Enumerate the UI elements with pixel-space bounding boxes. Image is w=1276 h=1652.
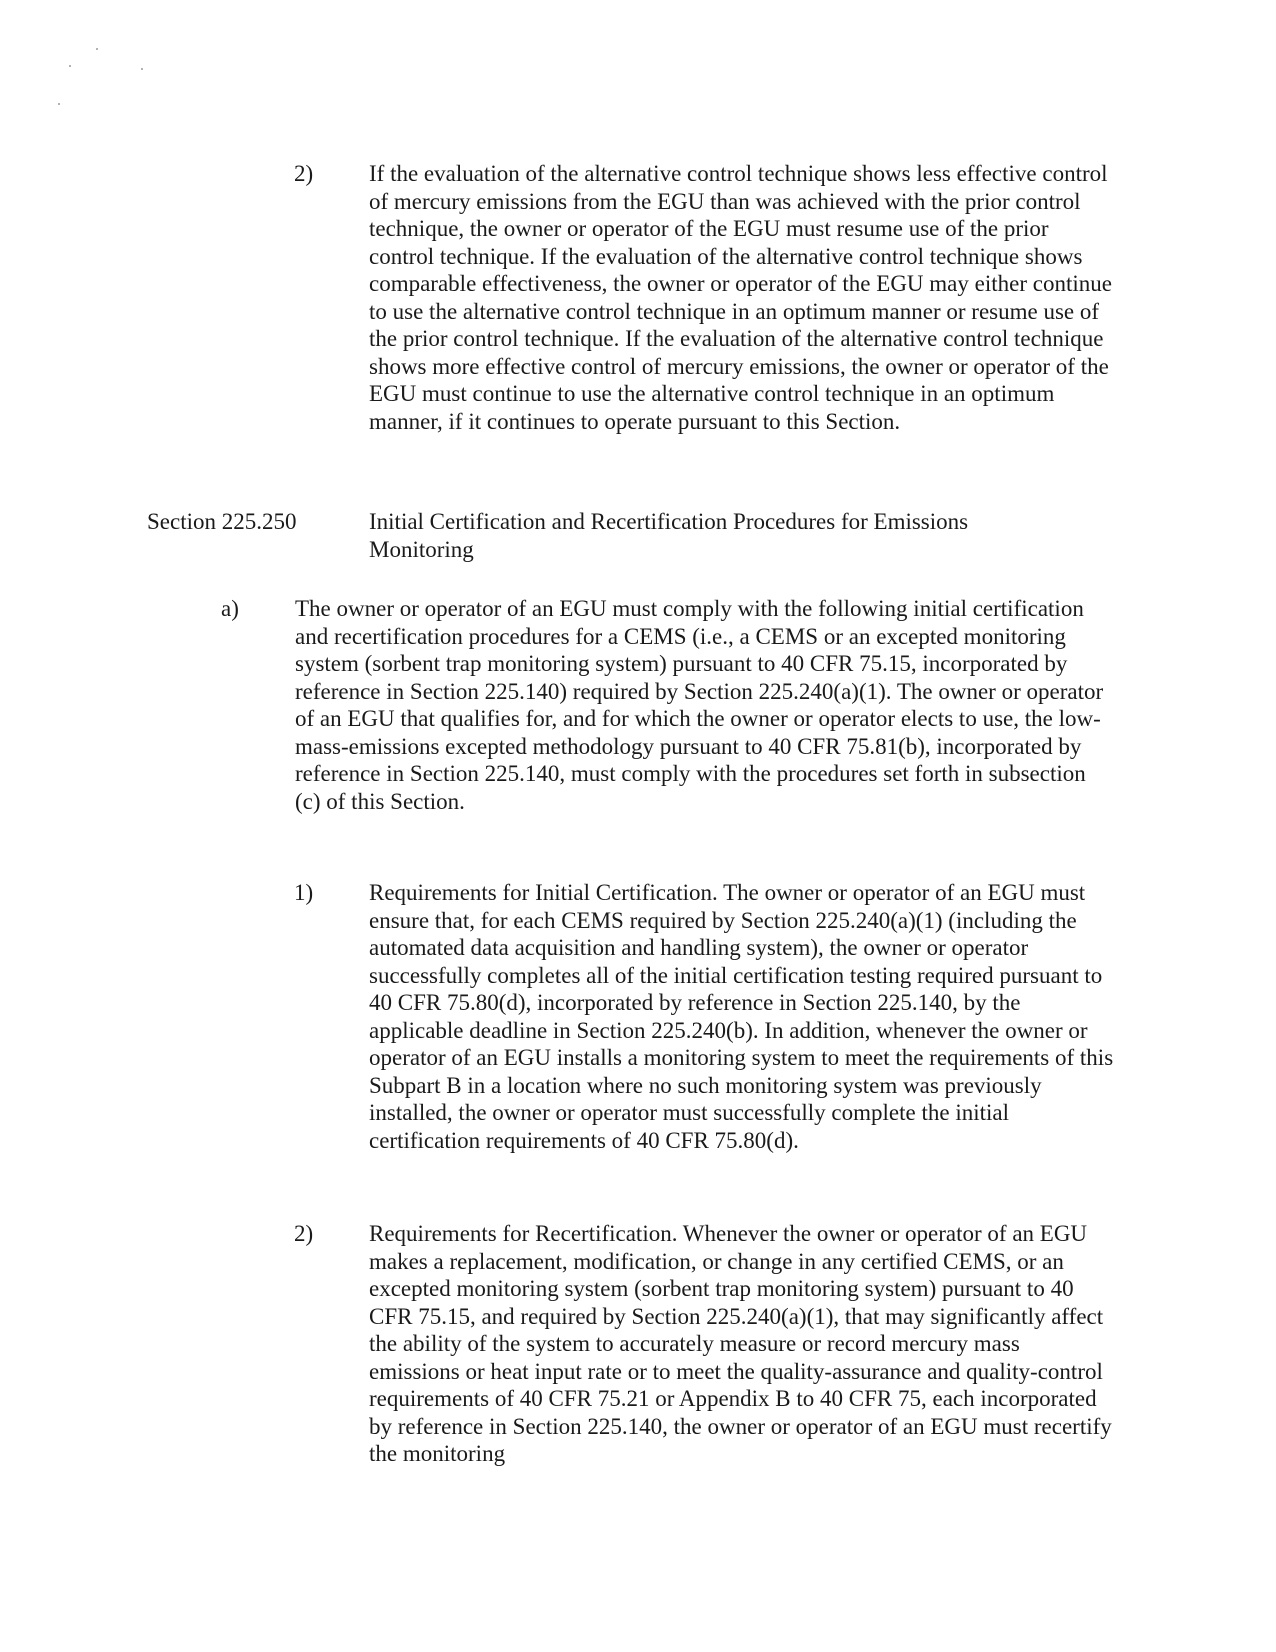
item-a2-paragraph: Requirements for Recertification. Whenever the owner or operator of an EGU makes a replacement, modification, or change in any certified CEMS, or an excepted monitoring system (sorbent trap monitoring system) pursuant to 40 CFR 75.15, and required by Section 225.240(a)(1), that may significantly affect the ability of the system to accurately measure or record mercury mass emissions or heat input rate or to meet the quality-assurance and quality-control requirements of 40 CFR 75.21 or Appendix B to 40 CFR 75, each incorporated by reference in Section 225.140, the owner or operator of an EGU must recertify the monitoring	[369, 1221, 1112, 1466]
section-title: Initial Certification and Recertification Procedures for Emissions Monitoring	[369, 509, 969, 562]
item-2-label: 2)	[294, 161, 314, 186]
item-a2-label: 2)	[294, 1221, 314, 1246]
section-number: Section 225.250	[147, 509, 297, 534]
subsection-a-paragraph: The owner or operator of an EGU must comply with the following initial certification and recertification procedures for a CEMS (i.e., a CEMS or an excepted monitoring system (sorbent trap monitoring system) pursuant to 40 CFR 75.15, incorporated by reference in Section 225.140) required by Section 225.240(a)(1). The owner or operator of an EGU that qualifies for, and for which the owner or operator elects to use, the low-mass-emissions excepted methodology pursuant to 40 CFR 75.81(b), incorporated by reference in Section 225.140, must comply with the procedures set forth in subsection (c) of this Section.	[295, 596, 1104, 814]
item-a1-paragraph: Requirements for Initial Certification. The owner or operator of an EGU must ensure that, for each CEMS required by Section 225.240(a)(1) (including the automated data acquisition and handling system), the owner or operator successfully completes all of the initial certification testing required pursuant to 40 CFR 75.80(d), incorporated by reference in Section 225.140, by the applicable deadline in Section 225.240(b). In addition, whenever the owner or operator of an EGU installs a monitoring system to meet the requirements of this Subpart B in a location where no such monitoring system was previously installed, the owner or operator must successfully complete the initial certification requirements of 40 CFR 75.80(d).	[369, 880, 1114, 1153]
item-2-paragraph: If the evaluation of the alternative control technique shows less effective control of mercury emissions from the EGU than was achieved with the prior control technique, the owner or operator of the EGU must resume use of the prior control technique. If the evaluation of the alternative control technique shows comparable effectiveness, the owner or operator of the EGU may either continue to use the alternative control technique in an optimum manner or resume use of the prior control technique. If the evaluation of the alternative control technique shows more effective control of mercury emissions, the owner or operator of the EGU must continue to use the alternative control technique in an optimum manner, if it continues to operate pursuant to this Section.	[369, 161, 1112, 434]
item-a1-label: 1)	[294, 880, 314, 905]
subsection-a-label: a)	[221, 596, 239, 621]
